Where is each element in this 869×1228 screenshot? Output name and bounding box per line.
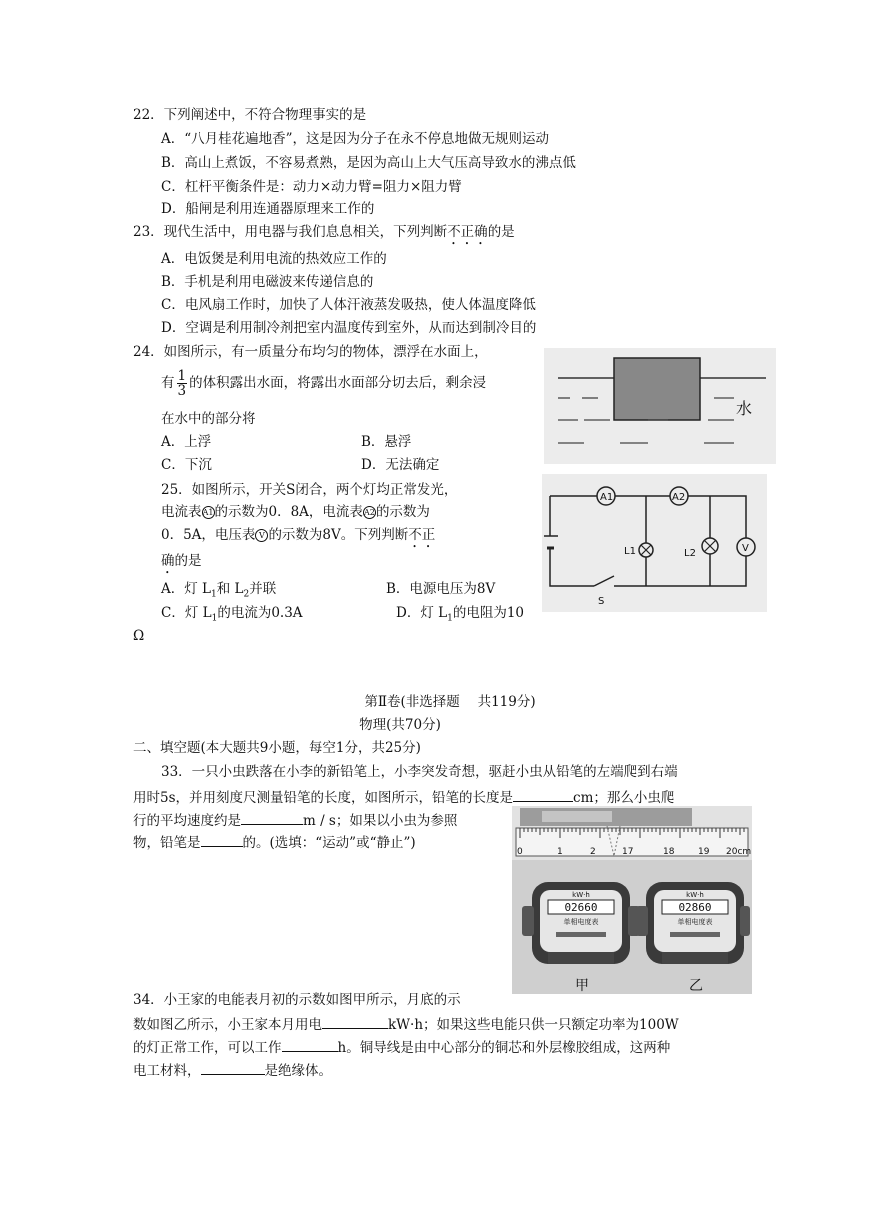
q33-line4: 物，铅笔是 的。(选填：“运动”或“静止”)	[133, 832, 416, 852]
q22-option-c: C．杠杆平衡条件是：动力×动力臂=阻力×阻力臂	[161, 179, 462, 195]
svg-text:20cm: 20cm	[726, 847, 752, 857]
svg-text:kW·h: kW·h	[572, 891, 590, 899]
q22-option-b: B．高山上煮饭，不容易煮熟，是因为高山上大气压高导致水的沸点低	[161, 155, 576, 171]
q25-line4: 确的是	[161, 553, 202, 569]
q25-option-a: A．灯 $L_1$和 $L_2$并联	[161, 581, 277, 600]
q34-line1: 34．小王家的电能表月初的示数如图甲所示，月底的示	[133, 992, 461, 1008]
q24-line1: 24．如图所示，有一质量分布均匀的物体，漂浮在水面上，	[133, 344, 488, 360]
voltmeter-symbol: V	[255, 529, 268, 542]
svg-text:19: 19	[698, 847, 710, 857]
ammeter-a1-symbol: A1	[202, 508, 214, 517]
electric-meters-figure	[512, 860, 752, 994]
q24-option-b: B．悬浮	[361, 434, 412, 450]
svg-text:S: S	[598, 596, 605, 607]
q24-line2: 有 $\frac{1}{3}$ 的体积露出水面，将露出水面部分切去后，剩余浸	[161, 368, 487, 399]
q24-option-a: A．上浮	[161, 434, 212, 450]
q25-line1: 25．如图所示，开关S闭合，两个灯均正常发光，	[161, 482, 458, 498]
q34-line2: 数如图乙所示，小王家本月用电 kW·h；如果这些电能只供一只额定功率为100W	[133, 1014, 679, 1034]
q25-option-b: B．电源电压为8V	[386, 581, 496, 597]
floating-block-figure	[544, 348, 776, 464]
insulator-blank[interactable]	[201, 1060, 265, 1075]
q22-stem: 22．下列阐述中，不符合物理事实的是	[133, 107, 367, 123]
ammeter-a2-symbol: A2	[364, 508, 375, 517]
svg-text:A2: A2	[672, 492, 686, 503]
speed-blank[interactable]	[241, 810, 303, 825]
fraction-one-third: $\frac{1}{3}$	[177, 368, 187, 399]
svg-text:18: 18	[663, 847, 675, 857]
q23-option-c: C．电风扇工作时，加快了人体汗液蒸发吸热，使人体温度降低	[161, 297, 536, 313]
motion-state-blank[interactable]	[201, 832, 243, 847]
q23-option-b: B．手机是利用电磁波来传递信息的	[161, 274, 374, 290]
q25-line2: 电流表A1的示数为0．8A，电流表A2的示数为	[161, 504, 430, 520]
q23-option-a: A．电饭煲是利用电流的热效应工作的	[161, 251, 387, 267]
meter-yi-reading: 02860	[678, 901, 712, 914]
svg-text:L1: L1	[624, 546, 636, 557]
meter-yi-label: 乙	[689, 978, 703, 994]
svg-text:2: 2	[590, 847, 596, 857]
ruler-pencil-figure	[512, 806, 752, 860]
part-heading: 二、填空题(本大题共9小题，每空1分，共25分)	[133, 740, 421, 756]
svg-text:17: 17	[622, 847, 634, 857]
water-label: 水	[736, 399, 753, 418]
q24-option-c: C．下沉	[161, 457, 212, 473]
meter-yi	[636, 882, 750, 964]
section-title: 第Ⅱ卷(非选择题 共119分)	[364, 694, 536, 710]
q25-option-d: D．灯 $L_1$的电阻为10	[396, 605, 525, 624]
meter-jia	[522, 882, 640, 964]
q25-option-c: C．灯 $L_1$的电流为0.3A	[161, 605, 303, 624]
svg-text:单相电度表: 单相电度表	[677, 918, 713, 926]
q22-option-d: D．船闸是利用连通器原理来工作的	[161, 201, 375, 217]
section-subtitle: 物理(共70分)	[359, 717, 441, 733]
energy-used-blank[interactable]	[322, 1014, 388, 1029]
q33-line1: 33．一只小虫跌落在小李的新铅笔上，小李突发奇想，驱赶小虫从铅笔的左端爬到右端	[161, 764, 678, 780]
q22-option-a: A．“八月桂花遍地香”，这是因为分子在永不停息地做无规则运动	[161, 131, 550, 147]
q23-stem: 23．现代生活中，用电器与我们息息相关，下列判断不正确的是	[133, 224, 515, 240]
q24-line3: 在水中的部分将	[161, 411, 256, 427]
meter-jia-label: 甲	[575, 978, 589, 994]
svg-text:0: 0	[517, 847, 523, 857]
q34-line4: 电工材料， 是绝缘体。	[133, 1060, 332, 1080]
circuit-diagram	[542, 474, 767, 612]
q34-line3: 的灯正常工作，可以工作 h。铜导线是由中心部分的铜芯和外层橡胶组成，这两种	[133, 1037, 670, 1057]
q25-omega: Ω	[133, 628, 145, 644]
q23-emphasis: 不正确	[447, 224, 488, 240]
svg-text:kW·h: kW·h	[686, 891, 704, 899]
q23-option-d: D．空调是利用制冷剂把室内温度传到室外，从而达到制冷目的	[161, 320, 537, 336]
pencil-length-blank[interactable]	[513, 787, 573, 802]
q33-line3: 行的平均速度约是 m / s；如果以小虫为参照	[133, 810, 457, 830]
q33-line2: 用时5s，并用刻度尺测量铅笔的长度，如图所示，铅笔的长度是 cm；那么小虫爬	[133, 787, 674, 807]
meter-jia-reading: 02660	[564, 901, 598, 914]
q25-line3: 0．5A，电压表 V 的示数为8V。下列判断不正	[161, 527, 436, 543]
hours-blank[interactable]	[282, 1037, 338, 1052]
svg-text:单相电度表: 单相电度表	[563, 918, 599, 926]
svg-text:V: V	[742, 543, 749, 554]
svg-text:L2: L2	[684, 548, 696, 559]
q24-option-d: D．无法确定	[361, 457, 440, 473]
svg-text:1: 1	[557, 847, 563, 857]
svg-text:A1: A1	[600, 492, 614, 503]
